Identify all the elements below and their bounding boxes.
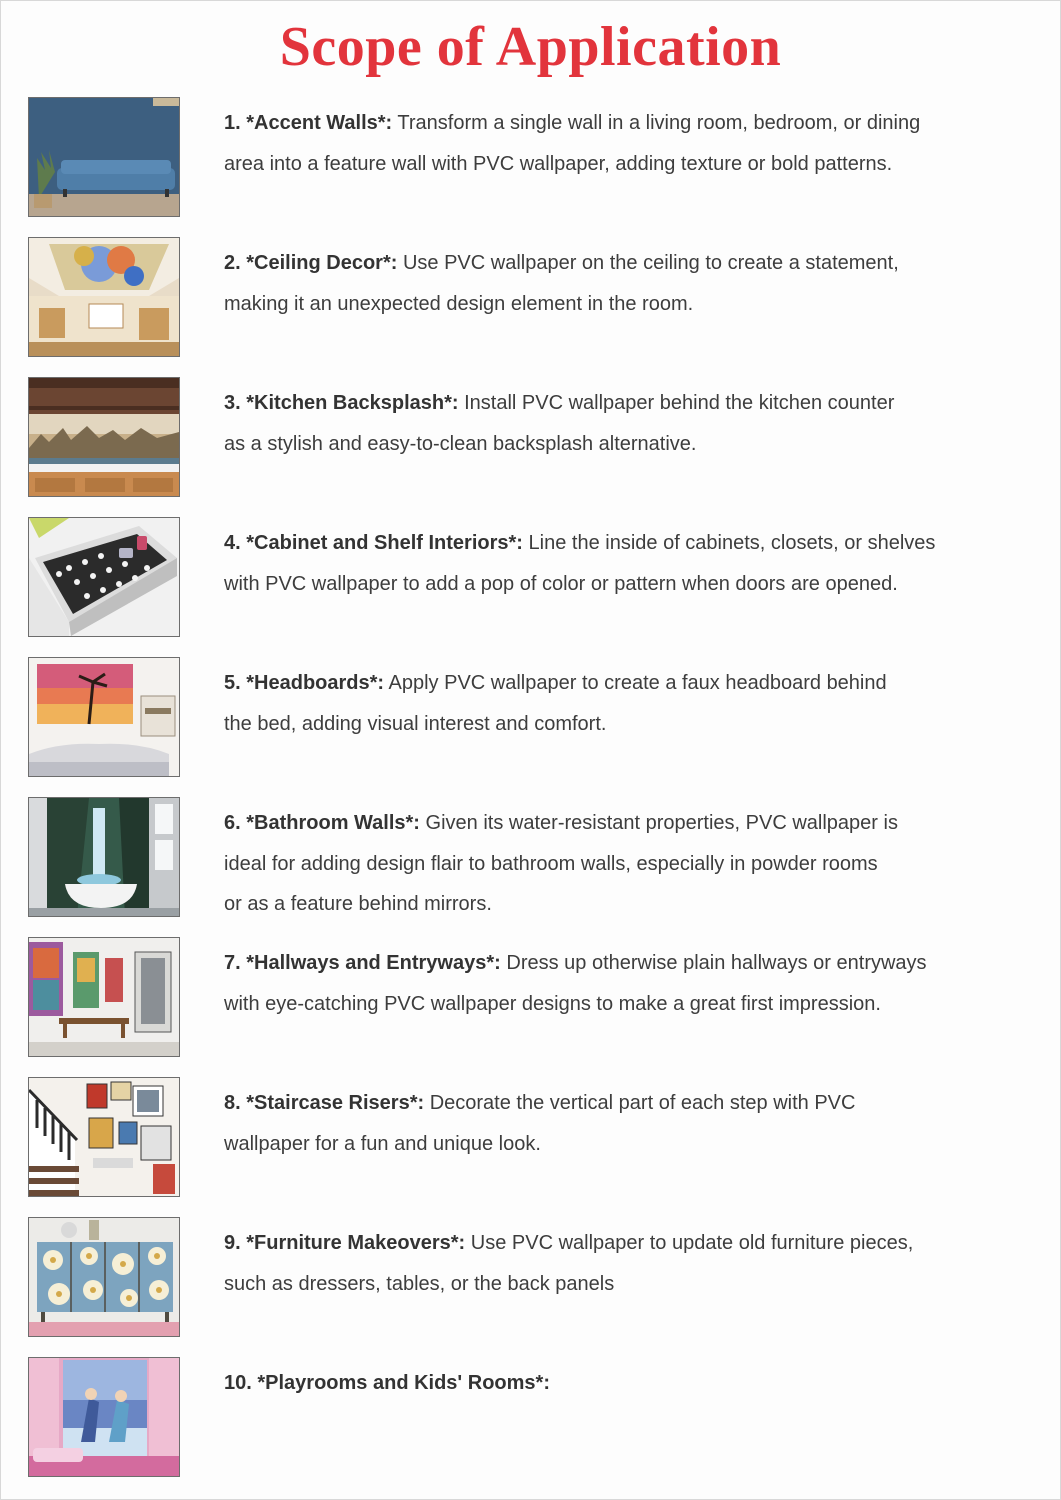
- item-number: 5.: [224, 672, 241, 694]
- item-line: ideal for adding design flair to bathroom walls, especially in powder rooms: [224, 852, 878, 875]
- item-line: Given its water-resistant properties, PVC wallpaper is: [425, 812, 898, 834]
- list-item: [28, 1357, 1038, 1477]
- accent-wall-image: [28, 97, 180, 217]
- item-line: Install PVC wallpaper behind the kitchen counter: [464, 392, 895, 414]
- kids-room-image: [28, 1357, 180, 1477]
- list-item: [28, 517, 1038, 637]
- item-heading: *Staircase Risers*:: [246, 1092, 425, 1114]
- list-item: [28, 937, 1038, 1057]
- headboard-image: [28, 657, 180, 777]
- item-number: 4.: [224, 532, 241, 554]
- bathroom-wall-image: [28, 797, 180, 917]
- list-item: [28, 237, 1038, 357]
- item-number: 8.: [224, 1092, 241, 1114]
- drawer-interior-image: [28, 517, 180, 637]
- item-text: [224, 1083, 1024, 1164]
- item-line: Use PVC wallpaper on the ceiling to create a statement,: [402, 252, 899, 274]
- item-line: Line the inside of cabinets, closets, or shelves: [528, 532, 936, 554]
- item-text: [224, 1363, 1024, 1404]
- item-heading: *Ceiling Decor*:: [246, 252, 398, 274]
- item-heading: *Bathroom Walls*:: [246, 812, 420, 834]
- item-heading: *Playrooms and Kids' Rooms*:: [257, 1372, 550, 1394]
- list-item: [28, 797, 1038, 917]
- list-item: [28, 657, 1038, 777]
- item-text: [224, 383, 1024, 464]
- item-line: wallpaper for a fun and unique look.: [224, 1132, 541, 1155]
- item-number: 3.: [224, 392, 241, 414]
- kitchen-backsplash-image: [28, 377, 180, 497]
- item-line: with eye-catching PVC wallpaper designs to make a great first impression.: [224, 992, 881, 1015]
- hallway-image: [28, 937, 180, 1057]
- item-text: [224, 523, 1024, 604]
- staircase-image: [28, 1077, 180, 1197]
- item-text: [224, 943, 1024, 1024]
- page-title: Scope of Application: [279, 16, 782, 78]
- item-line: or as a feature behind mirrors.: [224, 893, 492, 915]
- item-text: [224, 663, 1024, 744]
- item-heading: *Accent Walls*:: [246, 112, 393, 134]
- item-heading: *Kitchen Backsplash*:: [246, 392, 459, 414]
- item-line: with PVC wallpaper to add a pop of color or pattern when doors are opened.: [224, 572, 898, 595]
- item-line: Dress up otherwise plain hallways or entryways: [506, 952, 927, 974]
- list-item: [28, 1217, 1038, 1337]
- item-line: area into a feature wall with PVC wallpaper, adding texture or bold patterns.: [224, 152, 893, 175]
- furniture-makeover-image: [28, 1217, 180, 1337]
- ceiling-decor-image: [28, 237, 180, 357]
- item-heading: *Hallways and Entryways*:: [246, 952, 501, 974]
- item-text: [224, 103, 1024, 184]
- item-number: 6.: [224, 812, 241, 834]
- item-text: [224, 1223, 1024, 1304]
- item-line: the bed, adding visual interest and comfort.: [224, 712, 607, 735]
- item-number: 9.: [224, 1232, 241, 1254]
- item-number: 7.: [224, 952, 241, 974]
- list-item: [28, 1077, 1038, 1197]
- item-number: 2.: [224, 252, 241, 274]
- item-line: Use PVC wallpaper to update old furniture pieces,: [470, 1232, 914, 1254]
- item-number: 1.: [224, 112, 241, 134]
- item-line: Transform a single wall in a living room, bedroom, or dining: [397, 112, 921, 134]
- item-line: Apply PVC wallpaper to create a faux headboard behind: [388, 672, 887, 694]
- item-number: 10.: [224, 1372, 252, 1394]
- item-line: Decorate the vertical part of each step with PVC: [429, 1092, 856, 1114]
- item-line: making it an unexpected design element in the room.: [224, 292, 694, 315]
- item-line: such as dressers, tables, or the back panels: [224, 1272, 615, 1295]
- item-heading: *Cabinet and Shelf Interiors*:: [246, 532, 523, 554]
- list-item: [28, 377, 1038, 497]
- list-item: [28, 97, 1038, 217]
- item-heading: *Headboards*:: [246, 672, 385, 694]
- item-text: [224, 803, 1024, 925]
- item-heading: *Furniture Makeovers*:: [246, 1232, 466, 1254]
- item-line: as a stylish and easy-to-clean backsplash alternative.: [224, 432, 697, 455]
- item-text: [224, 243, 1024, 324]
